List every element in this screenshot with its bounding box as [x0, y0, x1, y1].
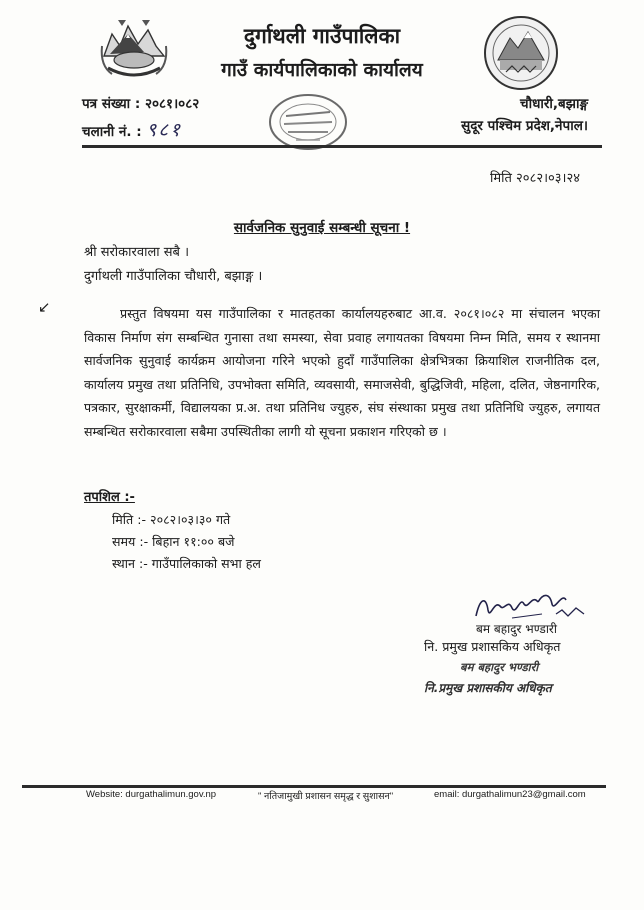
letter-subject: सार्वजनिक सुनुवाई सम्बन्धी सूचना !: [233, 220, 411, 236]
footer-email: email: durgathalimun23@gmail.com: [434, 789, 586, 800]
municipality-logo: [482, 14, 560, 92]
reference-number-label: पत्र संख्या :: [82, 96, 141, 112]
details-heading: तपशिल :-: [84, 490, 135, 505]
details-date: मिति :- २०८२।०३।३० गते: [112, 512, 231, 527]
letter-body: प्रस्तुत विषयमा यस गाउँपालिका र मातहतका कार्यालयहरुबाट आ.व. २०८१।०८२ मा संचालन भएका विकास निर्माण संग सम्बन्धित गुनासा तथा समस्या, सेवा प्रवाह लगायतका विषयमा निम्न मिति, समय र स्थानमा सार्वजनिक सुनुवाई कार्यक्रम आयोजना गरिने भएको हुदाँ गाउँपालिका क्षेत्रभित्रका क्रियाशिल राजनीतिक दल, कार्यालय प्रमुख तथा प्रतिनिधि, उपभोक्ता समिति, व्यवसायी, समाजसेवी, बुद्धिजिवी, महिला, दलित, जेष्ठनागरिक, पत्रकार, सुरक्षाकर्मी, विद्यालयका प्र.अ. तथा प्रतिनिध ज्युहरु, संघ संस्थाका प्रमुख तथा प्रतिनिधि ज्युहरु, लगायत सम्बन्धित सरोकारवाला सबैमा उपस्थितीका लागी यो सूचना प्रकाशन गरिएको छ ।: [84, 306, 600, 439]
details-place: स्थान :- गाउँपालिकाको सभा हल: [112, 556, 261, 571]
seal-designation: नि.प्रमुख प्रशासकीय अधिकृत: [424, 681, 552, 695]
dispatch-number-label: चलानी नं. :: [82, 124, 142, 140]
addressee-line-2: दुर्गाथली गाउँपालिका चौधारी, बझाङ्ग ।: [84, 269, 263, 284]
seal-name: बम बहादुर भण्डारी: [460, 660, 539, 674]
reference-number-value: २०८१।०८२: [144, 96, 200, 112]
footer-website: Website: durgathalimun.gov.np: [86, 789, 217, 800]
handwritten-signature: [472, 586, 590, 624]
header-divider: [82, 145, 602, 148]
margin-mark: ↙: [38, 298, 51, 316]
dispatch-number-value: ९८१: [146, 119, 182, 141]
dispatch-number: [82, 116, 182, 142]
office-address: चौधारी,बझाङ्ग: [520, 96, 588, 112]
footer-divider: [22, 785, 606, 788]
footer-slogan: " नतिजामुखी प्रशासन समृद्ध र सुशासन": [258, 791, 394, 802]
details-time: समय :- बिहान ११:०० बजे: [112, 534, 235, 549]
office-stamp: [266, 92, 350, 152]
office-title: दुर्गाथली गाउँपालिका: [243, 24, 401, 48]
signatory-designation: नि. प्रमुख प्रशासकिय अधिकृत: [424, 639, 561, 654]
office-province: सुदूर पश्चिम प्रदेश,नेपाल।: [461, 118, 588, 134]
reference-number: [82, 94, 199, 112]
office-subtitle: गाउँ कार्यपालिकाको कार्यालय: [221, 59, 423, 81]
addressee-line-1: श्री सरोकारवाला सबै ।: [84, 245, 190, 260]
letter-date: मिति २०८२।०३।२४: [490, 171, 580, 186]
signatory-name: बम बहादुर भण्डारी: [476, 622, 557, 636]
